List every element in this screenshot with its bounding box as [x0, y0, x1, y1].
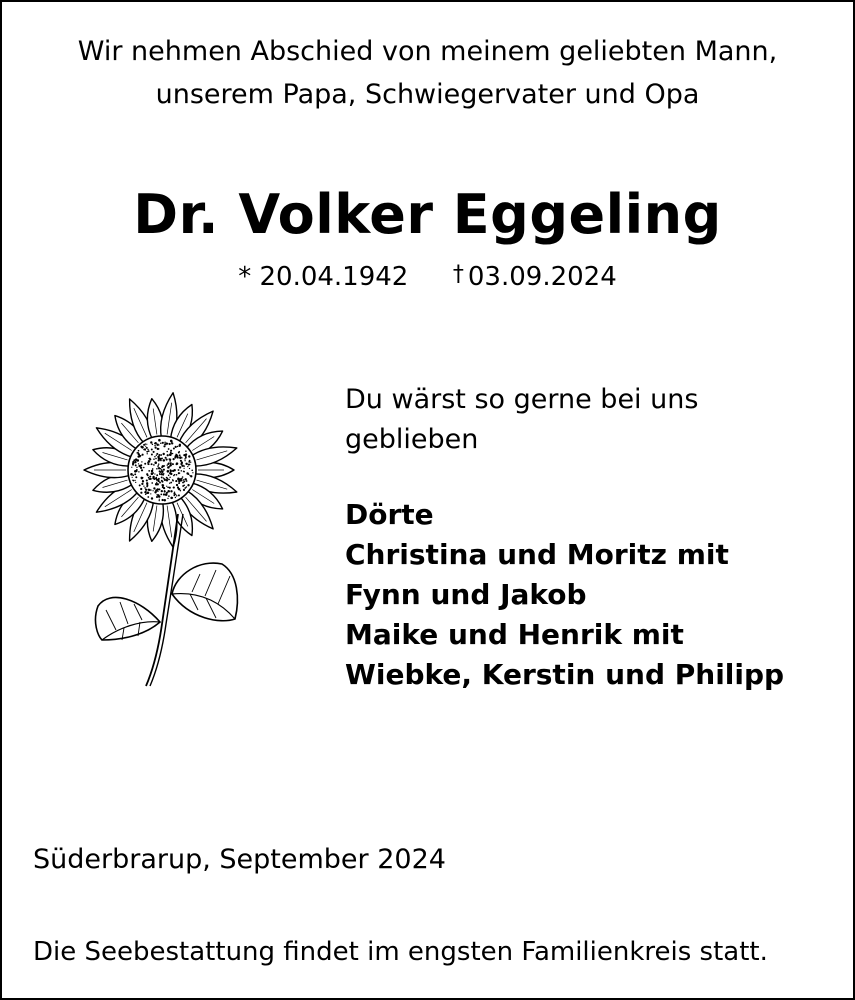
quote-line-1: Du wärst so gerne bei uns: [345, 384, 699, 415]
life-dates: [2, 258, 853, 298]
intro-line-2: unserem Papa, Schwiegervater und Opa: [155, 79, 700, 110]
birth-symbol: *: [238, 262, 252, 292]
burial-note: Die Seebestattung findet im engsten Familienkreis statt.: [33, 937, 768, 967]
family-line: Fynn und Jakob: [345, 578, 587, 611]
quote-line-2: geblieben: [345, 424, 479, 455]
family-line: Christina und Moritz mit: [345, 538, 729, 571]
birth-date: 20.04.1942: [259, 262, 409, 292]
family-line: Wiebke, Kerstin und Philipp: [345, 658, 785, 691]
intro-line-1: Wir nehmen Abschied von meinem geliebten Mann,: [77, 36, 778, 67]
place-date: Süderbrarup, September 2024: [33, 844, 446, 875]
death-date: 03.09.2024: [467, 262, 617, 292]
family-line: Dörte: [345, 498, 434, 531]
intro-text: [2, 30, 853, 116]
family-list: [345, 495, 845, 695]
family-line: Maike und Henrik mit: [345, 618, 684, 651]
quote-text: [345, 380, 815, 460]
sunflower-icon: [80, 384, 250, 694]
death-symbol: †: [452, 262, 464, 287]
deceased-name: Dr. Volker Eggeling: [133, 183, 722, 246]
